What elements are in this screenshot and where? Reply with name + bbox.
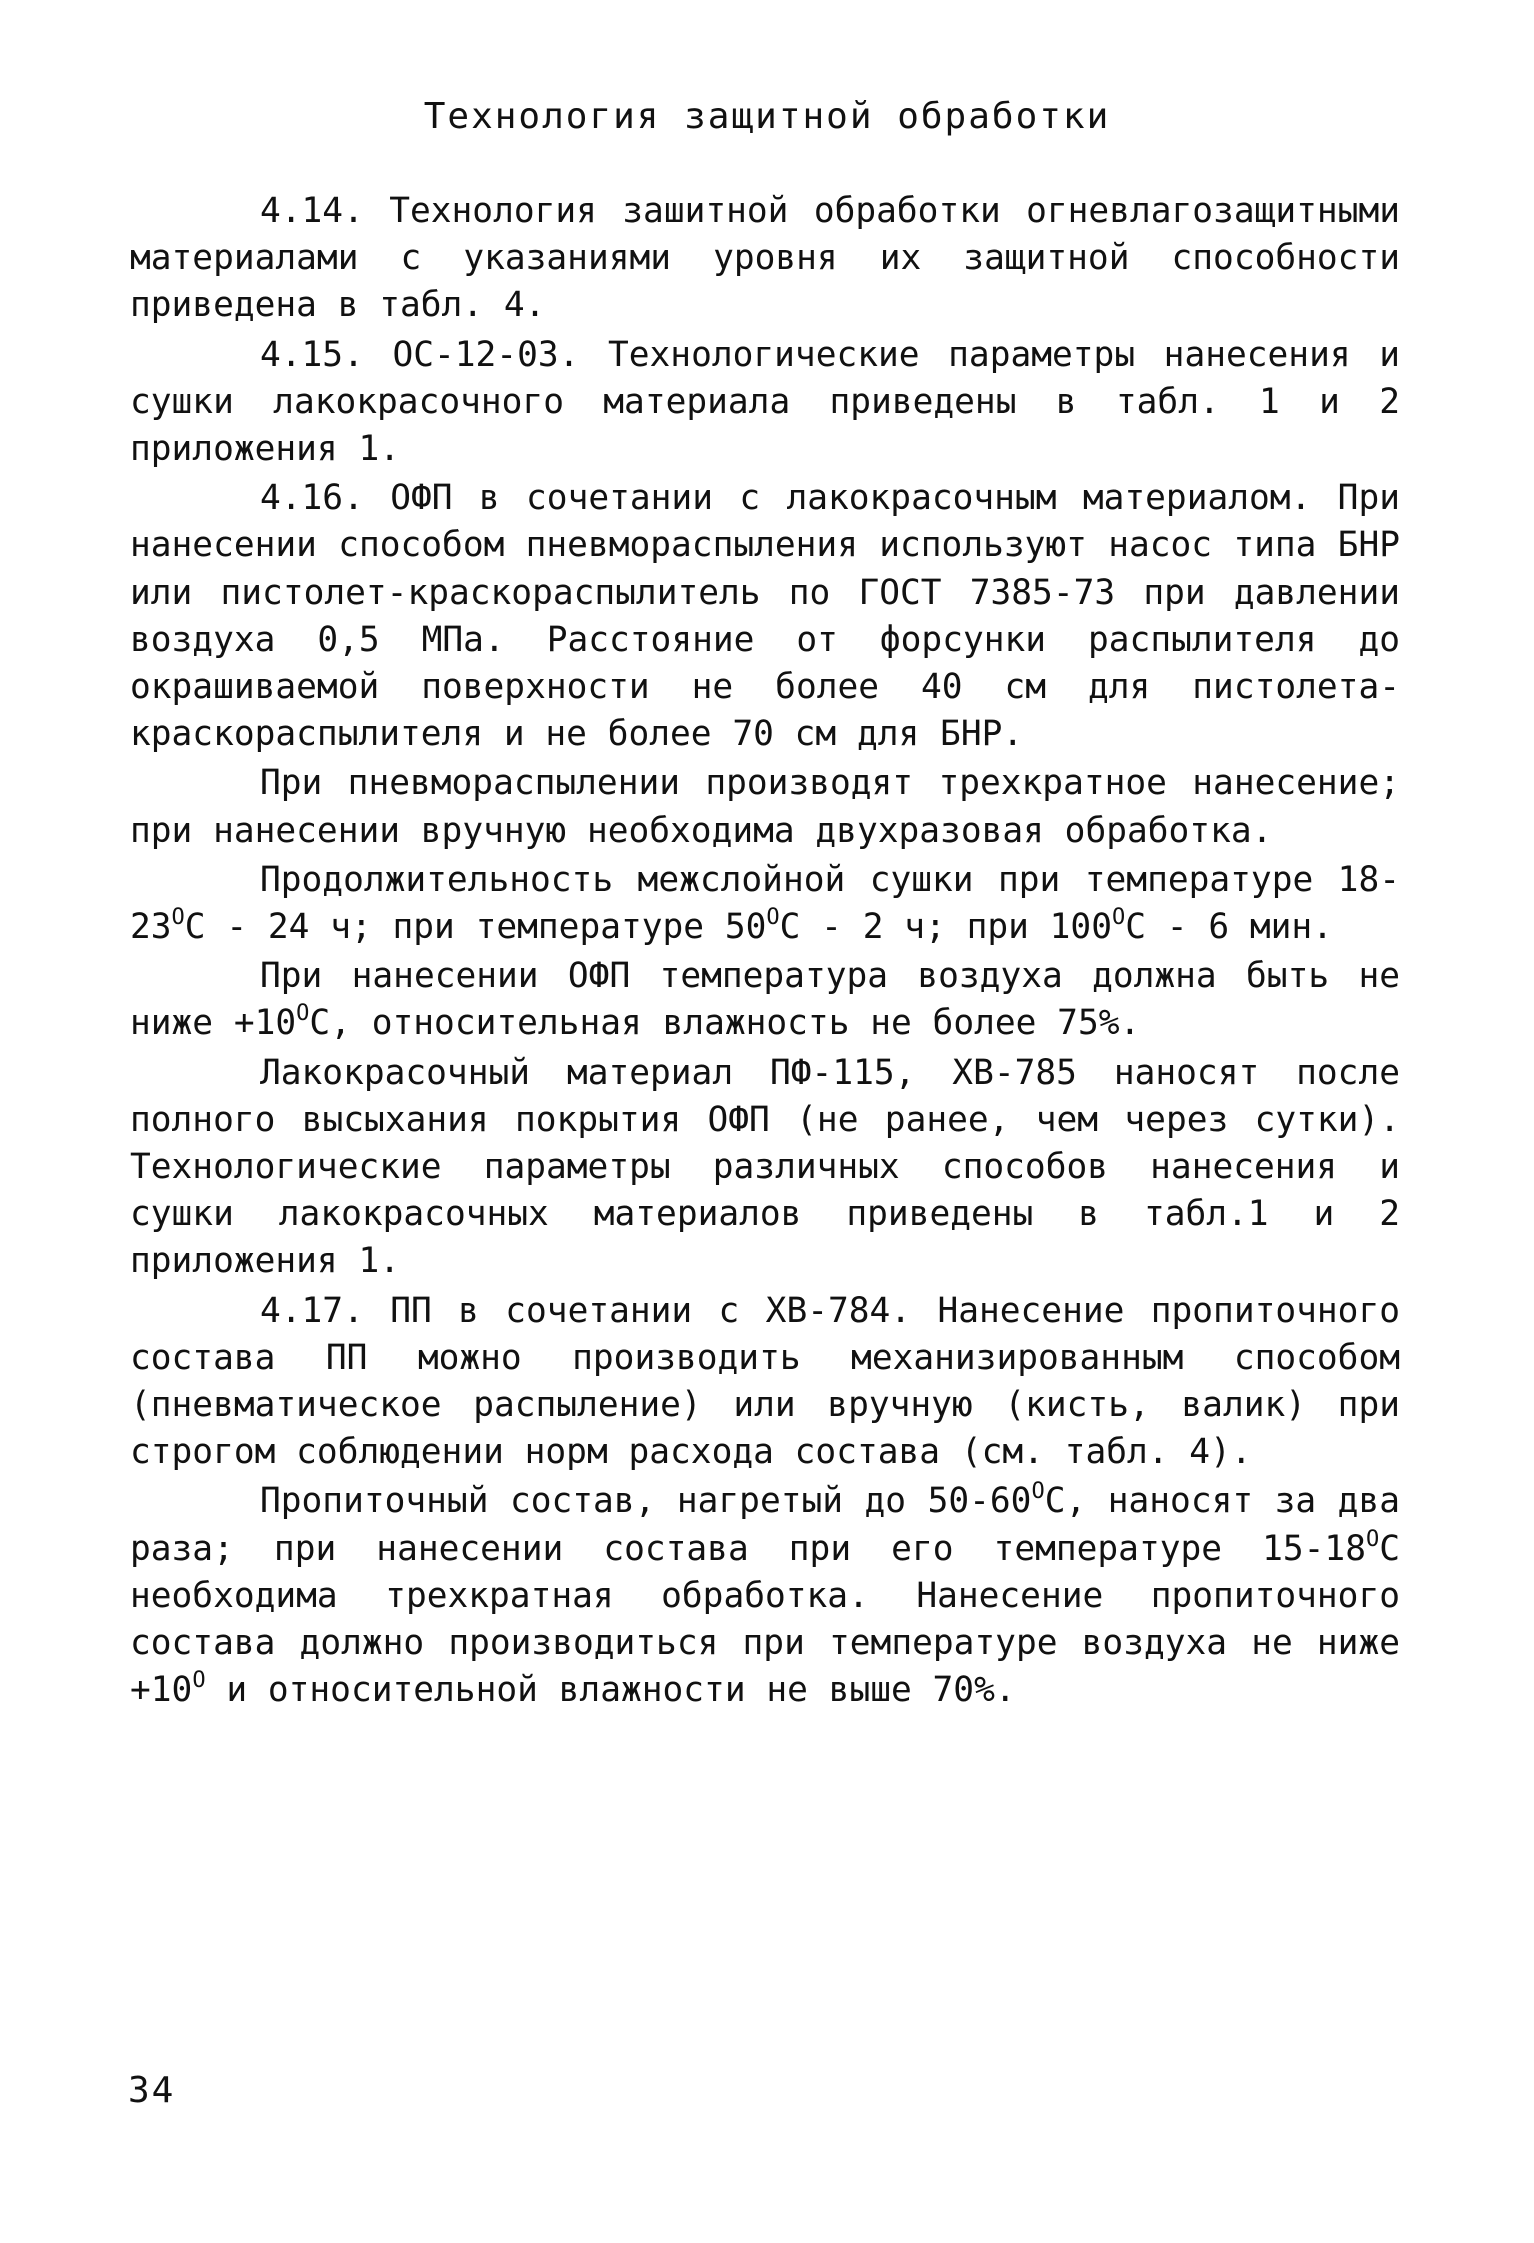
heat-text-c: С необходима трехкратная обработка. Нанесение пропиточного состава должно производиться при температуре воздуха не ниже +10 — [130, 1528, 1400, 1711]
page-number: 34 — [128, 2070, 176, 2111]
heat-text-b: С, наносят за два раза; при нанесении состава при его температуре 15-18 — [130, 1481, 1400, 1569]
paragraph-4-17: 4.17. ПП в сочетании с ХВ-784. Нанесение пропиточного состава ПП можно производить механизированным способом (пневматическое распыление) или вручную (кисть, валик) при строгом соблюдении норм расхода состава (см. табл. 4). — [130, 1290, 1400, 1473]
degree-mark: О — [296, 1001, 310, 1027]
paragraph-spraying: При пневмораспылении производят трехкратное нанесение; при нанесении вручную необходима двухразовая обработка. — [130, 763, 1400, 851]
degree-mark: О — [766, 905, 780, 931]
paragraph-drying-time — [130, 857, 1400, 951]
body-text — [130, 188, 1400, 1715]
drying-text-d: С - 6 мин. — [1125, 907, 1333, 948]
paragraph-paint-material: Лакокрасочный материал ПФ-115, ХВ-785 наносят после полного высыхания покрытия ОФП (не ранее, чем через сутки). Технологические параметры различных способов нанесения и сушки лакокрасочных материалов приведены в табл.1 и 2 приложения 1. — [130, 1052, 1400, 1282]
degree-mark: О — [1031, 1479, 1045, 1505]
drying-text-b: С - 24 ч; при температуре 50 — [184, 907, 767, 948]
degree-mark: О — [1365, 1526, 1380, 1552]
paragraph-4-16: 4.16. ОФП в сочетании с лакокрасочным материалом. При нанесении способом пневмораспыления используют насос типа БНР или пистолет-краскораспылитель по ГОСТ 7385-73 при давлении воздуха 0,5 МПа. Расстояние от форсунки распылителя до окрашиваемой поверхности не более 40 см для пистолета-краскораспылителя и не более 70 см для БНР. — [130, 478, 1400, 755]
heat-text-d: и относительной влажности не выше 70%. — [205, 1670, 1016, 1711]
heat-text-a: Пропиточный состав, нагретый до 50-60 — [260, 1481, 1032, 1522]
air-text-b: С, относительная влажность не более 75%. — [309, 1003, 1141, 1044]
paragraph-4-15: 4.15. ОС-12-03. Технологические параметры нанесения и сушки лакокрасочного материала приведены в табл. 1 и 2 приложения 1. — [130, 334, 1400, 470]
degree-mark: О — [192, 1668, 206, 1694]
degree-mark: О — [171, 905, 185, 931]
degree-mark: О — [1111, 905, 1126, 931]
paragraph-4-14: 4.14. Технология зашитной обработки огневлагозащитными материалами с указаниями уровня их защитной способности приведена в табл. 4. — [130, 191, 1400, 326]
air-text-a: При нанесении ОФП температура воздуха должна быть не ниже +10 — [130, 956, 1400, 1044]
paragraph-impregnation — [130, 1478, 1400, 1714]
drying-text-a: Продолжительность межслойной сушки при температуре 18-23 — [130, 859, 1400, 948]
paragraph-air-conditions — [130, 953, 1400, 1047]
section-heading: Технология защитной обработки — [423, 96, 1111, 137]
drying-text-c: С - 2 ч; при 100 — [779, 907, 1112, 948]
